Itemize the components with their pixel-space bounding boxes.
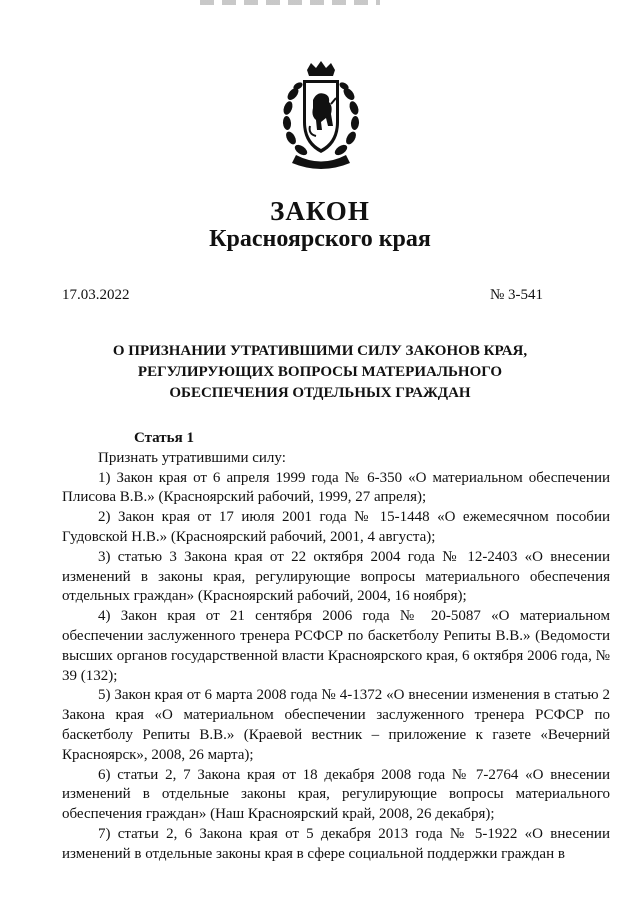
document-subtitle: Красноярского края bbox=[209, 226, 431, 252]
coat-of-arms-icon bbox=[276, 60, 366, 172]
list-item: 4) Закон края от 21 сентября 2006 года № 20-5087 «О материальном обеспечении заслуженного тренера РСФСР по баскетболу Репиты В.В.» (Ведомости высших органов государственной власти Красноярского края, 6 октября 2006 года, № 39 (132); bbox=[62, 608, 610, 684]
law-heading: О ПРИЗНАНИИ УТРАТИВШИМИ СИЛУ ЗАКОНОВ КРАЯ, РЕГУЛИРУЮЩИХ ВОПРОСЫ МАТЕРИАЛЬНОГО ОБЕСПЕЧЕНИЯ ОТДЕЛЬНЫХ ГРАЖДАН bbox=[112, 343, 528, 401]
scan-artifact bbox=[200, 0, 380, 5]
document-body bbox=[62, 429, 610, 865]
list-item: 5) Закон края от 6 марта 2008 года № 4-1372 «О внесении изменения в статью 2 Закона края «О материальном обеспечении заслуженного тренера РСФСР по баскетболу Репиты В.В.» (Краевой вестник – приложение к газете «Вечерний Красноярск», 2008, 26 марта); bbox=[62, 687, 610, 763]
list-item: 7) статьи 2, 6 Закона края от 5 декабря 2013 года № 5-1922 «О внесении изменений в отдельные законы края в сфере социальной поддержки граждан в bbox=[62, 825, 610, 862]
article-intro: Признать утратившими силу: bbox=[98, 449, 286, 466]
document-number: № 3-541 bbox=[489, 287, 543, 303]
document-date: 17.03.2022 bbox=[62, 287, 130, 303]
document-title: ЗАКОН bbox=[270, 196, 370, 226]
list-item: 2) Закон края от 17 июля 2001 года № 15-1448 «О ежемесячном пособии Гудовской Н.В.» (Красноярский рабочий, 2001, 4 августа); bbox=[62, 509, 610, 545]
list-item: 3) статью 3 Закона края от 22 октября 2004 года № 12-2403 «О внесении изменений в законы края, регулирующие вопросы материального обеспечения отдельных граждан» (Красноярский рабочий, 2004, 16 ноября); bbox=[62, 548, 610, 605]
list-item: 1) Закон края от 6 апреля 1999 года № 6-350 «О материальном обеспечении Плисова В.В.» (Красноярский рабочий, 1999, 27 апреля); bbox=[62, 469, 610, 506]
list-item: 6) статьи 2, 7 Закона края от 18 декабря 2008 года № 7-2764 «О внесении изменений в отдельные законы края, регулирующие вопросы материального обеспечения граждан» (Наш Красноярский край, 2008, 26 декабря); bbox=[62, 766, 610, 823]
article-title: Статья 1 bbox=[134, 430, 194, 446]
